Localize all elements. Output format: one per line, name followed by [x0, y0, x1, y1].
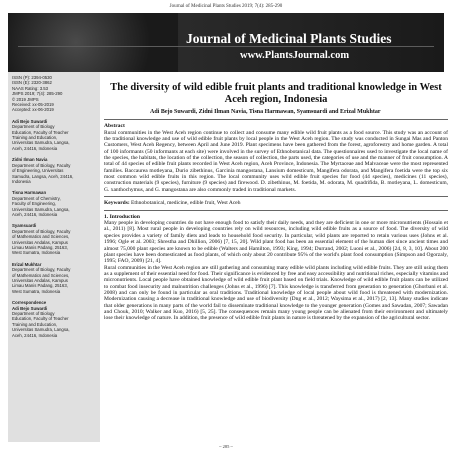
- sidebar-block: [12, 262, 96, 294]
- sidebar-line: of Engineering, Universitas: [12, 168, 64, 174]
- sidebar-line: Education, Faculty of Teacher: [12, 316, 69, 322]
- sidebar-line: West Sumatra, Indonesia: [12, 250, 61, 256]
- sidebar-line: Adi Bejo Suwardi: [12, 118, 48, 124]
- journal-header-line: Journal of Medicinal Plants Studies 2019; 7(4): 285-290: [169, 4, 283, 9]
- sidebar-line: Accepted: xx-06-2019: [12, 107, 54, 113]
- page-number: ~ 285 ~: [219, 444, 233, 449]
- sidebar-line: Adi Bejo Suwardi: [12, 305, 48, 311]
- sidebar-line: Department of Chemistry,: [12, 195, 61, 201]
- sidebar-line: of Mathematics and Sciences,: [12, 234, 70, 240]
- sidebar-line: Universitas Samudra, Langsa,: [12, 140, 70, 146]
- sidebar-line: Department of Biology, Faculty: [12, 267, 71, 273]
- keywords-label: Keywords:: [104, 200, 130, 207]
- journal-banner: [8, 13, 444, 72]
- introduction-heading: 1. Introduction: [104, 213, 140, 220]
- sidebar-line: Education, Faculty of Teacher: [12, 129, 69, 135]
- sidebar-line: West Sumatra, Indonesia: [12, 288, 61, 294]
- sidebar-line: Department of Biology, Faculty: [12, 228, 71, 234]
- sidebar-line: Limau Manis Padang, 25163,: [12, 244, 68, 250]
- sidebar-line: Universitas Samudra, Langsa,: [12, 206, 70, 212]
- sidebar-block: [12, 223, 96, 255]
- sidebar-line: Indonesia: [12, 178, 31, 184]
- sidebar-line: Training and Education,: [12, 135, 58, 141]
- keywords-text: Ethnobotanical, medicine, edible fruit, West Aceh: [131, 200, 241, 207]
- divider: [104, 196, 448, 197]
- article-title: The diversity of wild edible fruit plants and traditional knowledge in West Aceh region, Indonesia: [110, 82, 442, 105]
- sidebar-line: Department of Biology: [12, 311, 55, 317]
- author-list: Adi Bejo Suwardi, Zidni Ilman Navia, Tisna Harmawan, Syamsuardi and Erizal Mukhtar: [150, 109, 381, 115]
- sidebar-line: © 2019 JMPS: [12, 96, 39, 102]
- sidebar-line: Zidni Ilman Navia: [12, 157, 48, 163]
- abstract-heading: Abstract: [104, 123, 125, 129]
- sidebar-block: [12, 157, 96, 184]
- divider: [104, 119, 448, 120]
- sidebar-line: Department of Biology, Faculty: [12, 162, 71, 168]
- sidebar-line: Universitas Andalas, Kampus: [12, 278, 68, 283]
- sidebar-line: Correspondence: [12, 300, 47, 306]
- sidebar-line: Received: xx-05-2019: [12, 102, 54, 108]
- banner-highlight: [8, 13, 178, 72]
- sidebar-line: Samudra, Langsa, Aceh, 24416,: [12, 173, 74, 179]
- sidebar-line: Aceh, 24416, Indonesia: [12, 332, 58, 338]
- sidebar-line: Limau Manis Padang, 25163,: [12, 283, 68, 289]
- sidebar-line: Erizal Mukhtar: [12, 261, 42, 267]
- author-info-sidebar: [8, 72, 100, 442]
- article-body: [104, 78, 448, 322]
- sidebar-line: Universitas Samudra, Langsa,: [12, 327, 70, 333]
- introduction-paragraph-2: Rural communities in the West Aceh region are still gathering and consuming many edible wild plants including wild edible fruits. They are still using them as a supplement of their essential need for food. Their significance is evidenced by free and easy accessibility and nutritional riches, especially vitamins and micronutrients. Local people have obtained knowledge of wild edible fruit plant based on field trials. Knowledge of wild edible fruit plants can be utilized to combat food insecurity and malnutrition challenges (Johns et al., 1996) [7]. This knowledge is transferred from generation to generation (Ghorbani et al. 2008) and can only be found in particular as oral traditions. Traditional knowledge of local people about wild food is threatened with modernization. Modernization causing a decrease in traditional knowledge and use of biodiversity (Dng et al., 2012; Waysima et al., 2017) [2, 13]. Many studies indicate that older generations in many parts of the world fail to disseminate traditional knowledge to the younger generation (Gomes and Sawadan, 2007; Sawadan and Chouk, 2010; Walker and Kuo, 2016) [5, 25]. The consequences remain many young people can be alienated from their environment and ultimately lose their knowledge of nature. In addition, the presence of wild edible fruit plants in nature is threatened by the expansion of the agricultural sector.: [104, 264, 448, 322]
- sidebar-line: ISSN (E): 2320-3862: [12, 80, 52, 86]
- sidebar-line: Aceh, 24416, Indonesia: [12, 211, 58, 217]
- sidebar-block: [12, 190, 96, 217]
- sidebar-line: ISSN (P): 2394-0530: [12, 75, 52, 80]
- banner-url[interactable]: www.PlantsJournal.com: [240, 50, 350, 61]
- sidebar-line: Faculty of Engineering,: [12, 201, 56, 207]
- sidebar-line: of Mathematics and Sciences,: [12, 272, 70, 278]
- banner-title: Journal of Medicinal Plants Studies: [186, 31, 392, 46]
- sidebar-line: Aceh, 24416, Indonesia: [12, 145, 58, 151]
- sidebar-line: JMPS 2019; 7(4): 285-290: [12, 91, 63, 97]
- sidebar-block: [12, 75, 96, 113]
- sidebar-line: Department of Biology: [12, 124, 55, 130]
- divider: [104, 210, 448, 211]
- keywords-line: [104, 200, 448, 207]
- abstract-text: Rural communities in the West Aceh region continue to collect and consume many edible wild fruit plants as a food source. This study was an account of the traditional knowledge and use of wild edible fruit plants by local people in the West Aceh region. The study was conducted in Sungai Mas and Panton Customers, West Aceh Regency, between April and June 2019. Plant specimens have been gathered from the forest, agroforestry and home garden. A total of 100 informants (50 informants at each site) were involved in the survey of Ethnobotanical data. The questionnaires used to investigate the local name of the species, the habitats, the location of the collection, the season of collection, the parts used, the categories of use and the manner of fruit consumption. A total of 44 species of edible fruit plants recorded in West Aceh region, Aceh Province, Indonesia. The Myrtaceae and Malvaceae were the most represented families. Baccaurea motleyana, Durio zibethinus, Garcinia mangostana, Lansium domesticum, Mangifera odorata, and Mangifera foetida were the top six most common wild edible fruits in this region. The local community uses wild edible fruit species for food (44 species), medicines (11 species), construction materials (9 species), furniture (9 species) and firewood. D. zibethinus, M. foetida, M. odorata, M. quadrifida, B. motleyana, L. domesticum, G. xanthochymus, and G. mangostana are also commonly traded in traditional markets.: [104, 129, 448, 193]
- sidebar-line: Tisna Harmawan: [12, 190, 47, 196]
- introduction-paragraph-1: Many people in developing countries do not have enough food to satisfy their daily needs, and they are deficient in one or more micronutrients (Hossain et al., 2011) [8]. Most rural people in developing countries rely on wild resources, including wild edible fruits as a source of food. The diversity of wild species provides a variety of family diets and leads to household food security. In particular, wild plants are reported to retain various uses (Johns et al. 1996; Ogle et al. 2003; Shrestha and Dhillion, 2006) [7, 15, 20]. Wild plant food has been an essential element of the human diet since ancient times and almost 75,000 plant species are known to be edible (Walters and Hamilton, 1993; King, 1994; Durrand, 2002; Luoni et al., 2006) [24, 8, 3, 10]. About 200 plant species have been domesticated as food plants, of which only about 20 contribute 95% of the world's plant food consumption (Simpson and Ogorzaly, 1995; FAO, 2009) [21, 4].: [104, 220, 448, 265]
- sidebar-line: NAAS Rating: 3.53: [12, 85, 49, 91]
- sidebar-line: Syamsuardi: [12, 223, 37, 229]
- sidebar-line: Universitas Andalas, Kampus: [12, 239, 68, 245]
- sidebar-line: Training and Education,: [12, 321, 58, 327]
- sidebar-block: [12, 119, 96, 151]
- sidebar-block: [12, 300, 96, 338]
